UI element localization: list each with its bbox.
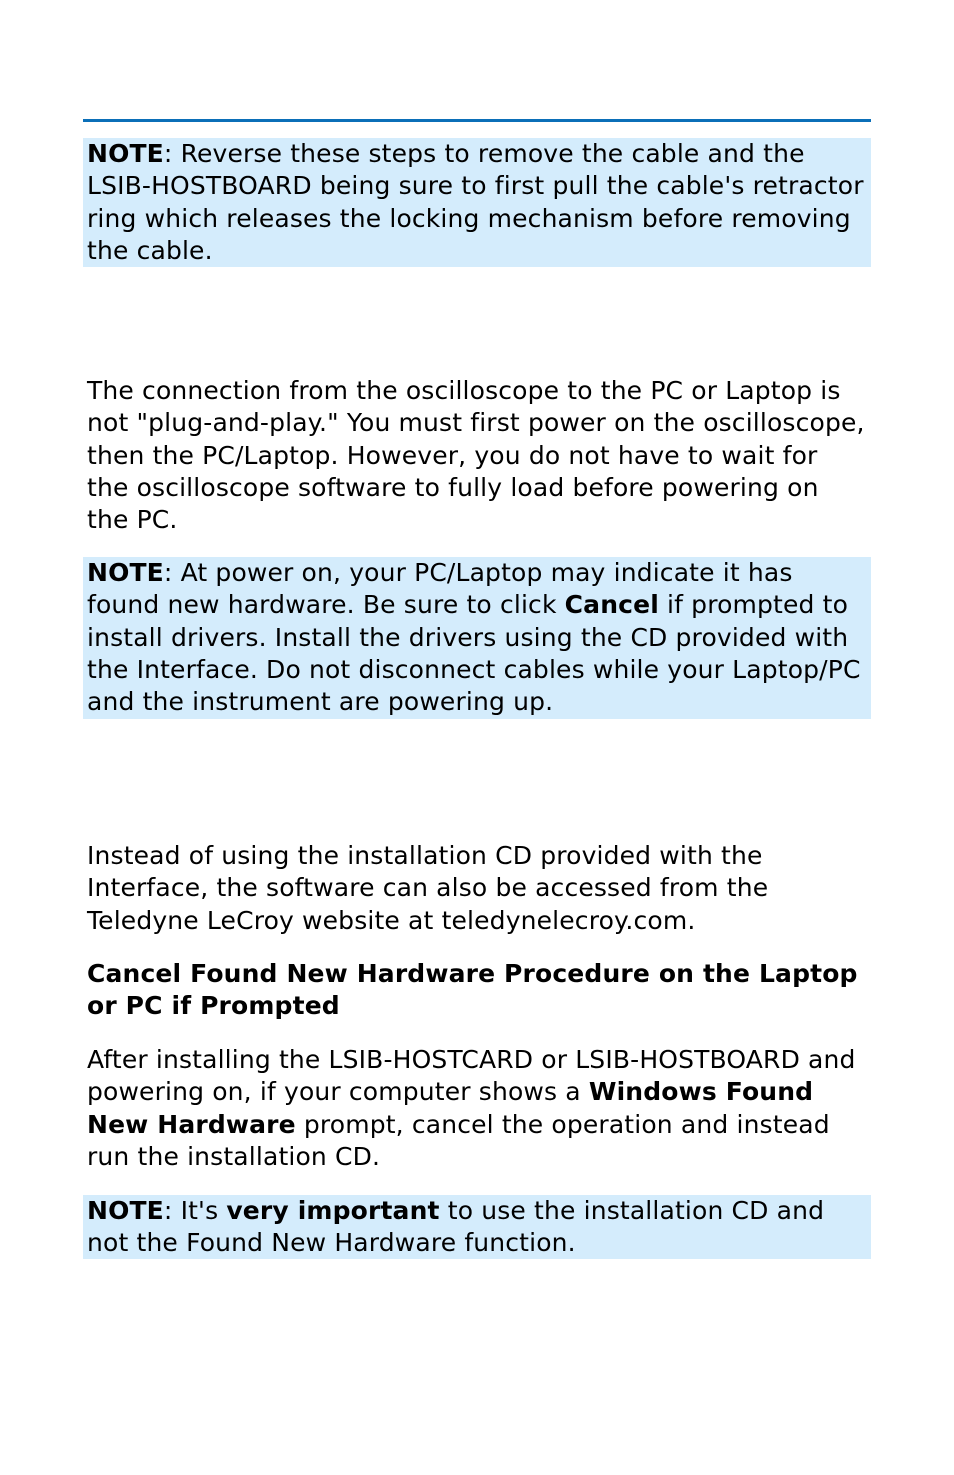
paragraph-connection: The connection from the oscilloscope to the PC or Laptop is not "plug-and-play." You must first power on the oscilloscope, then the PC/Laptop. However, you do not have to wait for the oscilloscope software to fully load before powering on the PC. [87, 376, 865, 535]
paragraph-website: Instead of using the installation CD provided with the Interface, the software can also be accessed from the Teledyne LeCroy website at teledynelecroy.com. [87, 841, 769, 935]
note-label: NOTE [87, 558, 164, 587]
paragraph-found-new-hardware [83, 1044, 871, 1173]
note-text: to use the installation CD and not the Found New Hardware function. [87, 1196, 825, 1258]
note-label: NOTE [87, 139, 164, 168]
header-rule [83, 119, 871, 122]
note-text: : Reverse these steps to remove the cable and the LSIB-HOSTBOARD being sure to first pull the cable's retractor ring which releases the locking mechanism before removing the cable. [87, 139, 864, 265]
note-power-on [83, 557, 871, 719]
note-reverse-steps [83, 138, 871, 267]
very-important-emphasis: very important [226, 1196, 440, 1225]
note-text: if prompted to install drivers. Install the drivers using the CD provided with the Interface. Do not disconnect cables while your Laptop/PC and the instrument are powering up. [87, 590, 861, 717]
note-label: NOTE [87, 1196, 164, 1225]
cancel-emphasis: Cancel [564, 590, 659, 620]
section-heading: Cancel Found New Hardware Procedure on the Laptop or PC if Prompted [87, 959, 858, 1021]
note-text: : It's [163, 1196, 227, 1225]
paragraph-text: After installing the LSIB-HOSTCARD or LSIB-HOSTBOARD and powering on, if your computer shows a [87, 1045, 856, 1107]
paragraph-text: prompt, cancel the operation and instead run the installation CD. [87, 1109, 830, 1171]
windows-prompt-emphasis: Windows Found New Hardware [87, 1077, 814, 1139]
note-very-important [83, 1195, 871, 1259]
note-text: : At power on, your PC/Laptop may indicate it has found new hardware. Be sure to click [87, 558, 793, 620]
